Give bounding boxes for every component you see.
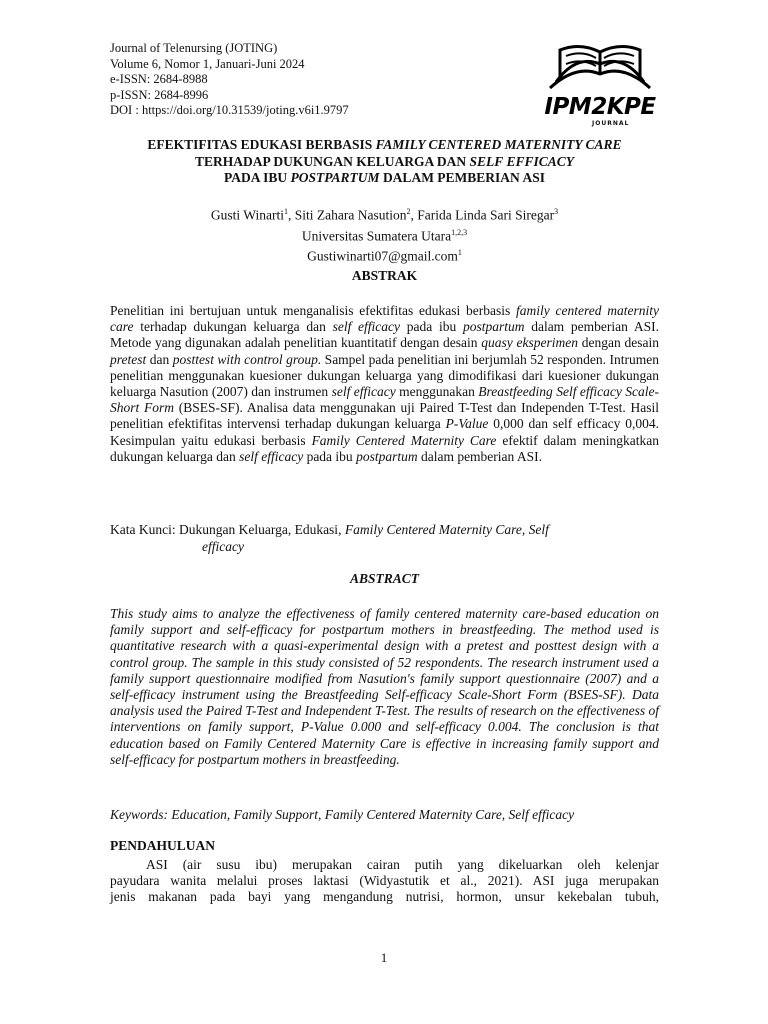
journal-name: Journal of Telenursing (JOTING) xyxy=(110,41,278,55)
author-list: Gusti Winarti$^1$, Siti Zahara Nasution$^2$, Farida Linda Sari Siregar$^3$ xyxy=(210,207,559,223)
journal-pissn: p-ISSN: 2684-8996 xyxy=(110,87,209,102)
kata-kunci: Kata Kunci: Dukungan Keluarga, Edukasi, Family Centered Maternity Care, Self efficacy xyxy=(110,522,549,554)
affiliation: Universitas Sumatera Utara$^{1,2,3}$ xyxy=(301,227,468,243)
journal-volume: Volume 6, Nomor 1, Januari-Juni 2024 xyxy=(110,56,305,71)
abstract-body: This study aims to analyze the effectiveness of family centered maternity care-based education on family support and self-efficacy for postpartum mothers in breastfeeding. The method used is quantitative research with a quasi-experimental design with a pretest and posttest design with a control group. The sample in this study consisted of 52 respondents. The research instrument used a family support questionnaire modified from Nasution's family support questionnaire (2007) and a self-efficacy instrument using the Breastfeeding Self-efficacy Scale-Short Form (BSES-SF). Data analysis used the Paired T-Test and Independent T-Test. The results of research on the effectiveness of interventions on family support, P-Value 0.000 and self-efficacy 0.004. The conclusion is that education based on Family Centered Maternity Care is effective in increasing family support and self-efficacy for postpartum mothers in breastfeeding. xyxy=(110,606,659,767)
logo-subtext: JOURNAL xyxy=(592,120,630,127)
abstract-heading: ABSTRACT xyxy=(349,571,420,586)
abstrak-body: Penelitian ini bertujuan untuk menganalisis efektifitas edukasi berbasis family centered maternity care terhadap dukungan keluarga dan self efficacy pada ibu postpartum dalam pemberian ASI. Metode yang digunakan adalah penelitian kuantitatif dengan desain quasy eksperimen dengan desain pretest dan posttest with control group. Sampel pada penelitian ini berjumlah 52 responden. Intrumen penelitian menggunakan kuesioner dukungan keluarga yang dimodifikasi dari kuesioner dukungan keluarga Nasution (2007) dan instrumen self efficacy menggunakan Breastfeeding Self efficacy Scale-Short Form (BSES-SF). Analisa data menggunakan uji Paired T-Test dan Independen T-Test. Hasil penelitian efektifitas intervensi terhadap dukungan keluarga P-Value 0,000 dan self efficacy 0,004. Kesimpulan yaitu edukasi berbasis Family Centered Maternity Care efektif dalam meningkatkan dukungan keluarga dan self efficacy pada ibu postpartum dalam pemberian ASI. xyxy=(110,303,660,464)
pendahuluan-heading: PENDAHULUAN xyxy=(110,838,216,853)
open-book-icon xyxy=(536,42,664,98)
journal-header xyxy=(110,41,349,119)
keywords: Keywords: Education, Family Support, Family Centered Maternity Care, Self efficacy xyxy=(110,807,575,822)
journal-eissn: e-ISSN: 2684-8988 xyxy=(110,72,208,86)
logo-wordmark: IPM2KPE xyxy=(544,94,656,120)
journal-doi[interactable]: DOI : https://doi.org/10.31539/joting.v6i1.9797 xyxy=(110,103,349,117)
pendahuluan-body: ASI (air susu ibu) merupakan cairan putih yang dikeluarkan oleh kelenjar payudara wanita melalui proses laktasi (Widyastutik et al., 2021). ASI juga merupakan jenis makanan pada bayi yang mengandung nutrisi, hormon, unsur kekebalan tubuh, xyxy=(110,857,659,905)
abstrak-heading: ABSTRAK xyxy=(351,268,418,283)
author-block xyxy=(110,203,659,265)
author-email: Gustiwinarti07@gmail.com$^1$ xyxy=(307,248,462,264)
journal-logo xyxy=(536,42,664,130)
paper-title: EFEKTIFITAS EDUKASI BERBASIS FAMILY CENTERED MATERNITY CARE TERHADAP DUKUNGAN KELUARGA DAN SELF EFFICACY PADA IBU POSTPARTUM DALAM PEMBERIAN ASI xyxy=(147,137,622,185)
page-number: 1 xyxy=(380,950,388,965)
